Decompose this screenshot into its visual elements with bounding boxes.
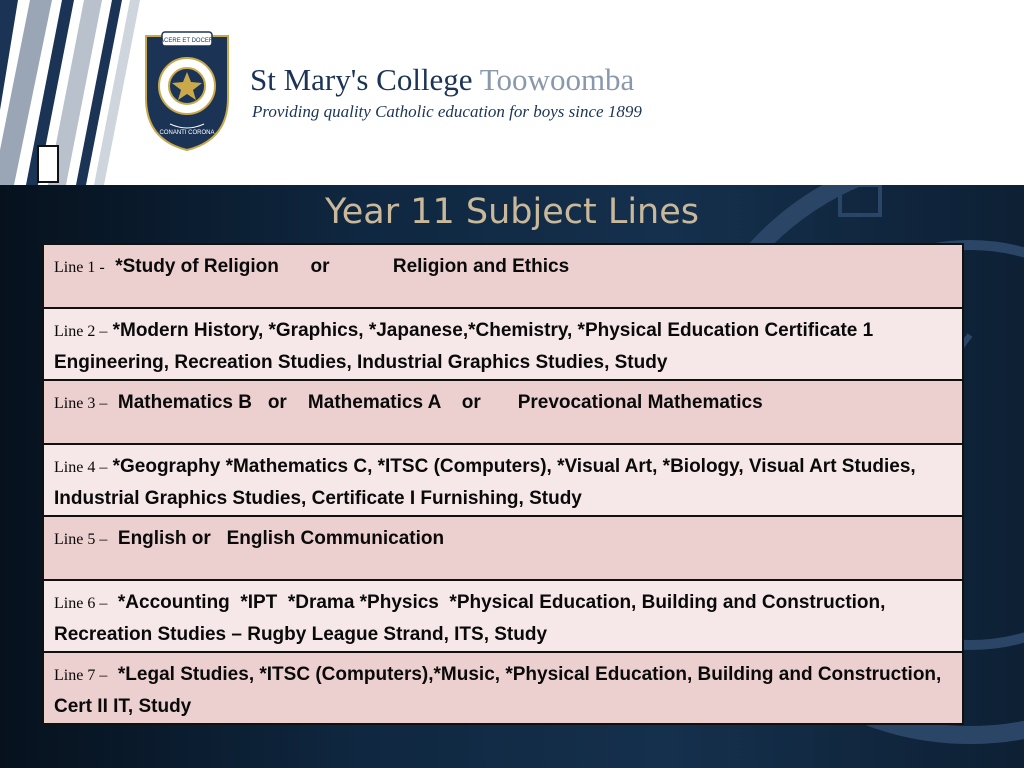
line-subjects: *Geography *Mathematics C, *ITSC (Computers), *Visual Art, *Biology, Visual Art Studies, Industrial Graphics Studies, Certificate I Furnishing, Study — [54, 456, 921, 509]
crest-motto-top: FACERE ET DOCERE — [156, 38, 218, 44]
header-banner — [0, 0, 1024, 185]
line-label: Line 4 – — [54, 459, 108, 476]
line-subjects: *Legal Studies, *ITSC (Computers),*Music, *Physical Education, Building and Construction, Cert II IT, Study — [54, 664, 947, 717]
line-subjects: *Study of Religion or Religion and Ethics — [115, 256, 570, 277]
subject-line-row — [44, 581, 962, 653]
college-crest-icon — [140, 28, 234, 153]
subject-line-row — [44, 653, 962, 723]
line-label: Line 3 – — [54, 395, 108, 412]
college-name-main: St Mary's College — [250, 62, 473, 97]
line-subjects: *Modern History, *Graphics, *Japanese,*Chemistry, *Physical Education Certificate 1 Engineering, Recreation Studies, Industrial Graphics Studies, Study — [54, 320, 879, 373]
subject-line-row — [44, 309, 962, 381]
subject-line-row — [44, 381, 962, 445]
subject-line-row — [44, 245, 962, 309]
college-tagline: Providing quality Catholic education for boys since 1899 — [252, 102, 642, 121]
subject-line-row — [44, 517, 962, 581]
placeholder-box — [37, 145, 59, 183]
line-label: Line 1 - — [54, 259, 105, 276]
college-name — [250, 62, 634, 98]
line-label: Line 7 – — [54, 667, 108, 684]
subject-line-row — [44, 445, 962, 517]
decorative-stripes — [0, 0, 150, 185]
line-label: Line 6 – — [54, 595, 108, 612]
crest-motto-bottom: CONANTI CORONA — [159, 130, 215, 136]
line-label: Line 2 – — [54, 323, 108, 340]
line-subjects: *Accounting *IPT *Drama *Physics *Physical Education, Building and Construction, Recreation Studies – Rugby League Strand, ITS, Study — [54, 592, 891, 645]
line-subjects: Mathematics B or Mathematics A or Prevocational Mathematics — [117, 392, 763, 413]
subject-lines-table — [42, 243, 964, 725]
line-label: Line 5 – — [54, 531, 108, 548]
college-name-place: Toowoomba — [479, 62, 635, 97]
slide-title: Year 11 Subject Lines — [324, 192, 700, 232]
line-subjects: English or English Communication — [117, 528, 445, 549]
